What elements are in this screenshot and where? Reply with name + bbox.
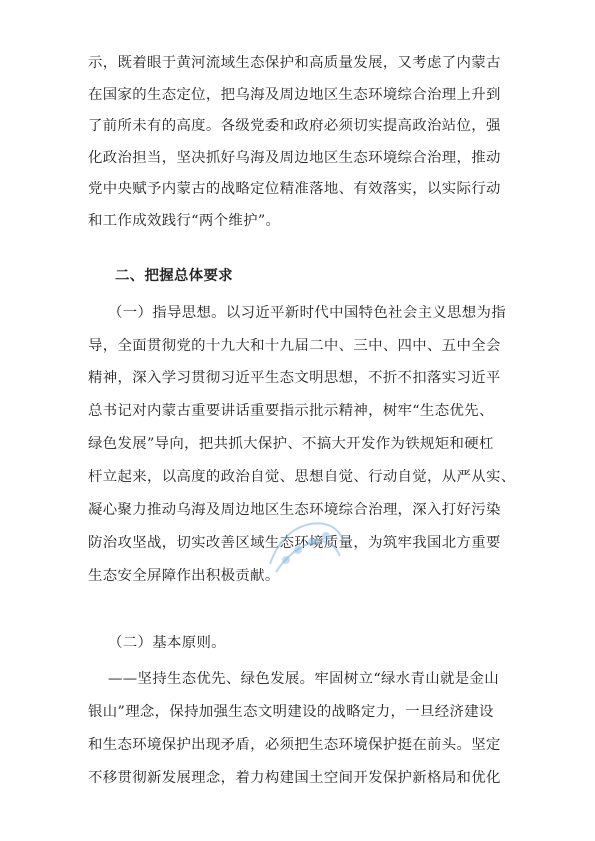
paragraph-line-5: 党中央赋予内蒙古的战略定位精准落地、有效落实，以实际行动 bbox=[88, 181, 501, 197]
paragraph-line-3: 了前所未有的高度。各级党委和政府必须切实提高政治站位，强 bbox=[88, 118, 501, 134]
paragraph-line-13: 凝心聚力推动乌海及周边地区生态环境综合治理，深入打好污染 bbox=[88, 502, 501, 518]
paragraph-line-4: 化政治担当，坚决抓好乌海及周边地区生态环境综合治理，推动 bbox=[88, 150, 501, 166]
paragraph-line-11: 绿色发展”导向，把共抓大保护、不搞大开发作为铁规矩和硬杠 bbox=[88, 436, 494, 452]
paragraph-line-2: 在国家的生态定位，把乌海及周边地区生态环境综合治理上升到 bbox=[88, 87, 501, 103]
section-heading: 二、把握总体要求 bbox=[115, 268, 233, 284]
paragraph-line-17: ——坚持生态优先、绿色发展。牢固树立“绿水青山就是金山 bbox=[108, 671, 499, 687]
paragraph-line-15: 生态安全屏障作出积极贡献。 bbox=[88, 568, 280, 584]
paragraph-line-10: 总书记对内蒙古重要讲话重要指示批示精神，树牢“生态优先、 bbox=[88, 403, 494, 419]
paragraph-line-9: 精神，深入学习贯彻习近平生态文明思想，不折不扣落实习近平 bbox=[88, 370, 501, 386]
paragraph-line-1: 示，既着眼于黄河流域生态保护和高质量发展，又考虑了内蒙古 bbox=[88, 55, 501, 71]
paragraph-line-14: 防治攻坚战，切实改善区域生态环境质量，为筑牢我国北方重要 bbox=[88, 535, 501, 551]
paragraph-line-18: 银山”理念，保持加强生态文明建设的战略定力，一旦经济建设 bbox=[88, 704, 494, 720]
subsection-heading: （二）基本原则。 bbox=[108, 635, 226, 651]
paragraph-line-7: （一）指导思想。以习近平新时代中国特色社会主义思想为指 bbox=[108, 305, 506, 321]
paragraph-line-12: 杆立起来，以高度的政治自觉、思想自觉、行动自觉，从严从实、 bbox=[88, 469, 516, 485]
paragraph-line-20: 不移贯彻新发展理念，着力构建国土空间开发保护新格局和优化 bbox=[88, 770, 501, 786]
paragraph-line-8: 导，全面贯彻党的十九大和十九届二中、三中、四中、五中全会 bbox=[88, 338, 501, 354]
paragraph-line-19: 和生态环境保护出现矛盾，必须把生态环境保护挺在前头。坚定 bbox=[88, 737, 501, 753]
paragraph-line-6: 和工作成效践行“两个维护”。 bbox=[88, 213, 281, 229]
